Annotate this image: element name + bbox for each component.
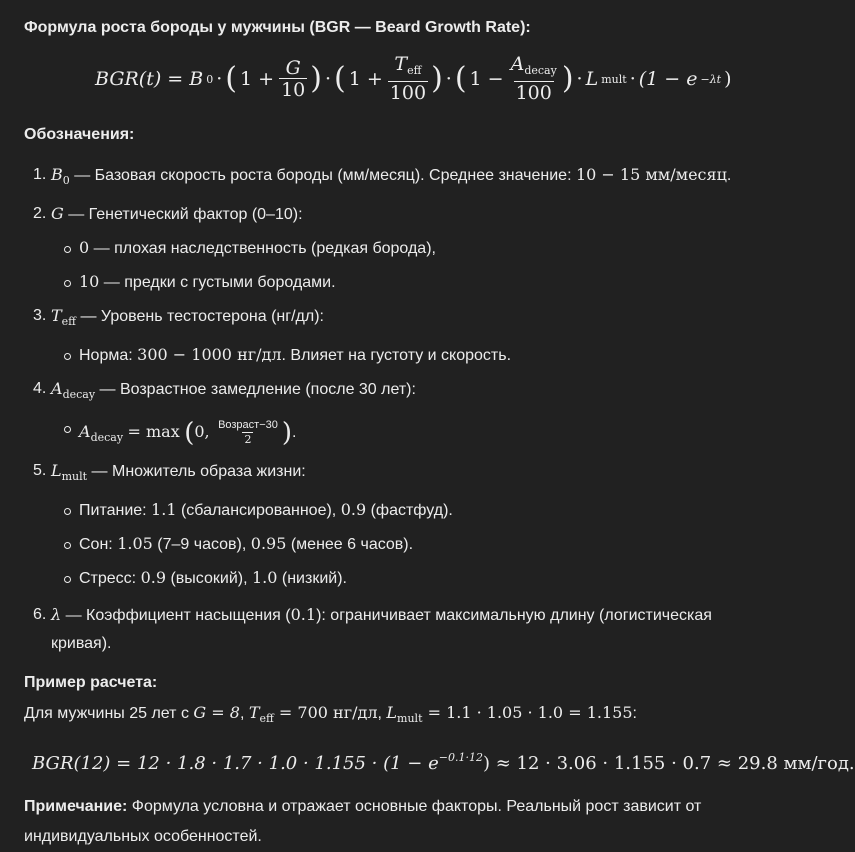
formula-lhs: BGR(t) = B [95,68,204,90]
example-comma-2: , [377,705,382,722]
item-number: 3. [33,307,47,324]
bullet-text: (7–9 часов), [152,536,251,553]
bullet-pre: Стресс: [79,570,141,587]
list-item [24,460,782,488]
paren-close-2: ) [431,61,443,96]
frac-teff [388,54,428,104]
item-number: 2. [33,205,47,222]
bullet-math: 0.9 [140,568,167,587]
formula-b-sub: 0 [206,72,214,86]
sub-list-item [24,237,782,260]
sub-list-item [24,344,782,367]
bullet-math: 300 − 1000 нг/дл [137,345,282,364]
formula-dot-1: · [216,68,223,90]
note [24,792,782,852]
example-comma-1: , [239,705,245,722]
example-pre: Для мужчины 25 лет с [24,705,194,722]
l-sub: mult [601,72,627,86]
note-label: Примечание: [24,798,128,815]
max-zero: 0, [194,422,210,441]
example-g: G = 8 [193,703,240,722]
teff-symbol: T [394,53,408,75]
item-text: — Возрастное замедление (после 30 лет): [95,381,416,398]
item-symbol: A [51,379,63,398]
frac-g [279,58,307,101]
note-text-cont: индивидуальных особенностей. [24,828,262,845]
paren-close-max: ) [281,417,293,448]
list-item [24,203,782,226]
document-title: Формула роста бороды у мужчины (BGR — Beard Growth Rate): [24,19,531,36]
example-t-eq: = 700 нг/дл [273,703,378,722]
item-text: — Коэффициент насыщения ( [61,607,291,624]
frac-age-den: 2 [244,433,252,447]
item-end: . [726,167,732,184]
bullet-pre: Питание: [79,502,152,519]
item-text: — Уровень тестостерона (нг/дл): [76,308,324,325]
legend-list [24,164,782,658]
item-symbol: B [51,165,63,184]
example-t-sub: eff [259,712,274,725]
bullet-end: . [292,424,297,441]
legend-title: Обозначения: [24,126,135,143]
adecay-symbol-2: A [79,422,91,441]
example-calculation [32,744,855,778]
item-number: 4. [33,380,47,397]
item-symbol: T [51,306,62,325]
calc-lhs: BGR(12) = 12 · 1.8 · 1.7 · 1.0 · 1.155 · (1 − e [32,753,439,774]
paren-open-1: ( [225,61,237,96]
item-symbol: L [51,461,62,480]
item-number: 5. [33,462,47,479]
item-math: 0.1 [290,605,317,624]
adecay-sub: decay [524,64,557,77]
item-symbol-sub: 0 [62,174,70,187]
formula-one-minus: 1 − [469,68,504,90]
sub-list-item [24,271,782,294]
item-number: 1. [33,166,47,183]
bullet-text: (сбалансированное), [176,502,341,519]
bullet-math: 0 [79,238,90,257]
example-l-sub: mult [397,712,423,725]
bullet-math: 1.05 [117,534,153,553]
bullet-text2: (фастфуд). [366,502,453,519]
item-symbol: G [51,204,64,223]
teff-sub: eff [407,64,422,77]
frac-age-num: Возраст−30 [218,419,278,432]
formula-one-plus-1: 1 + [240,68,275,90]
list-item [24,378,782,406]
item-text-cont: кривая). [51,635,112,652]
frac-adecay-num [509,54,559,81]
item-symbol-sub: eff [61,315,76,328]
item-number: 6. [33,606,47,623]
frac-adecay-den: 100 [515,82,552,104]
item-symbol: λ [51,605,62,624]
example-t-symbol: T [248,703,260,722]
item-symbol-sub: mult [61,470,88,483]
bullet-math2: 0.95 [250,534,287,553]
bullet-text: — предки с густыми бородами. [99,274,336,291]
bullet-text2: (низкий). [277,570,347,587]
bullet-math2: 0.9 [340,500,367,519]
formula-dot-2: · [324,68,332,90]
sub-list-item-adecay [24,417,782,453]
formula-dot-5: · [629,68,636,90]
bullet-text2: (менее 6 часов). [286,536,414,553]
bgr-formula [24,47,782,111]
list-item [24,305,782,333]
calc-rhs: ) ≈ 12 · 3.06 · 1.155 · 0.7 ≈ 29.8 мм/год. [482,753,855,774]
bullet-pre: Норма: [79,347,138,364]
calc-exp: −0.1·12 [438,751,483,764]
bullet-math: 10 [79,272,100,291]
example-line [24,702,782,730]
sub-list-item [24,567,782,590]
paren-open-3: ( [454,61,467,96]
frac-teff-den: 100 [389,82,427,104]
frac-adecay [509,54,559,104]
item-symbol-sub: decay [62,388,96,401]
example-title: Пример расчета: [24,674,158,691]
frac-g-den: 10 [281,78,306,101]
example-l-symbol: L [386,703,398,722]
paren-close-3: ) [561,61,574,96]
formula-exp: −λt [700,72,722,86]
max-func: = max [127,422,180,441]
formula-dot-3: · [445,68,452,90]
bullet-math: 1.1 [151,500,177,519]
frac-age [216,419,280,446]
item-text: — Генетический фактор (0–10): [63,206,303,223]
bullet-text: (высокий), [166,570,252,587]
sub-list-item [24,533,782,556]
formula-tail-close: ) [724,68,732,90]
bullet-text: — плохая наследственность (редкая борода), [89,240,436,257]
item-text: — Базовая скорость роста бороды (мм/месяц). Среднее значение: [69,167,576,184]
item-math: 10 − 15 мм/месяц [575,165,727,184]
paren-open-max: ( [184,417,195,448]
example-l-eq: = 1.1 · 1.05 · 1.0 = 1.155 [422,703,633,722]
frac-teff-num [392,54,423,81]
l-symbol: L [585,68,599,90]
note-text: Формула условна и отражает основные факторы. Реальный рост зависит от [127,798,702,815]
frac-g-num: G [285,56,301,79]
formula-one-plus-2: 1 + [348,68,383,90]
example-colon: : [632,705,637,722]
adecay-sub-2: decay [90,431,124,444]
adecay-symbol: A [510,53,525,75]
item-text: — Множитель образа жизни: [87,463,306,480]
paren-close-1: ) [310,61,322,96]
paren-open-2: ( [334,61,346,96]
item-text2: ): ограничивает максимальную длину (логистическая [316,607,712,624]
list-item [24,601,782,658]
bullet-pre: Сон: [79,536,118,553]
bullet-math2: 1.0 [251,568,278,587]
list-item [24,164,782,192]
bullet-text: . Влияет на густоту и скорость. [281,347,512,364]
formula-tail: (1 − e [638,68,698,90]
sub-list-item [24,499,782,522]
formula-dot-4: · [576,68,583,90]
